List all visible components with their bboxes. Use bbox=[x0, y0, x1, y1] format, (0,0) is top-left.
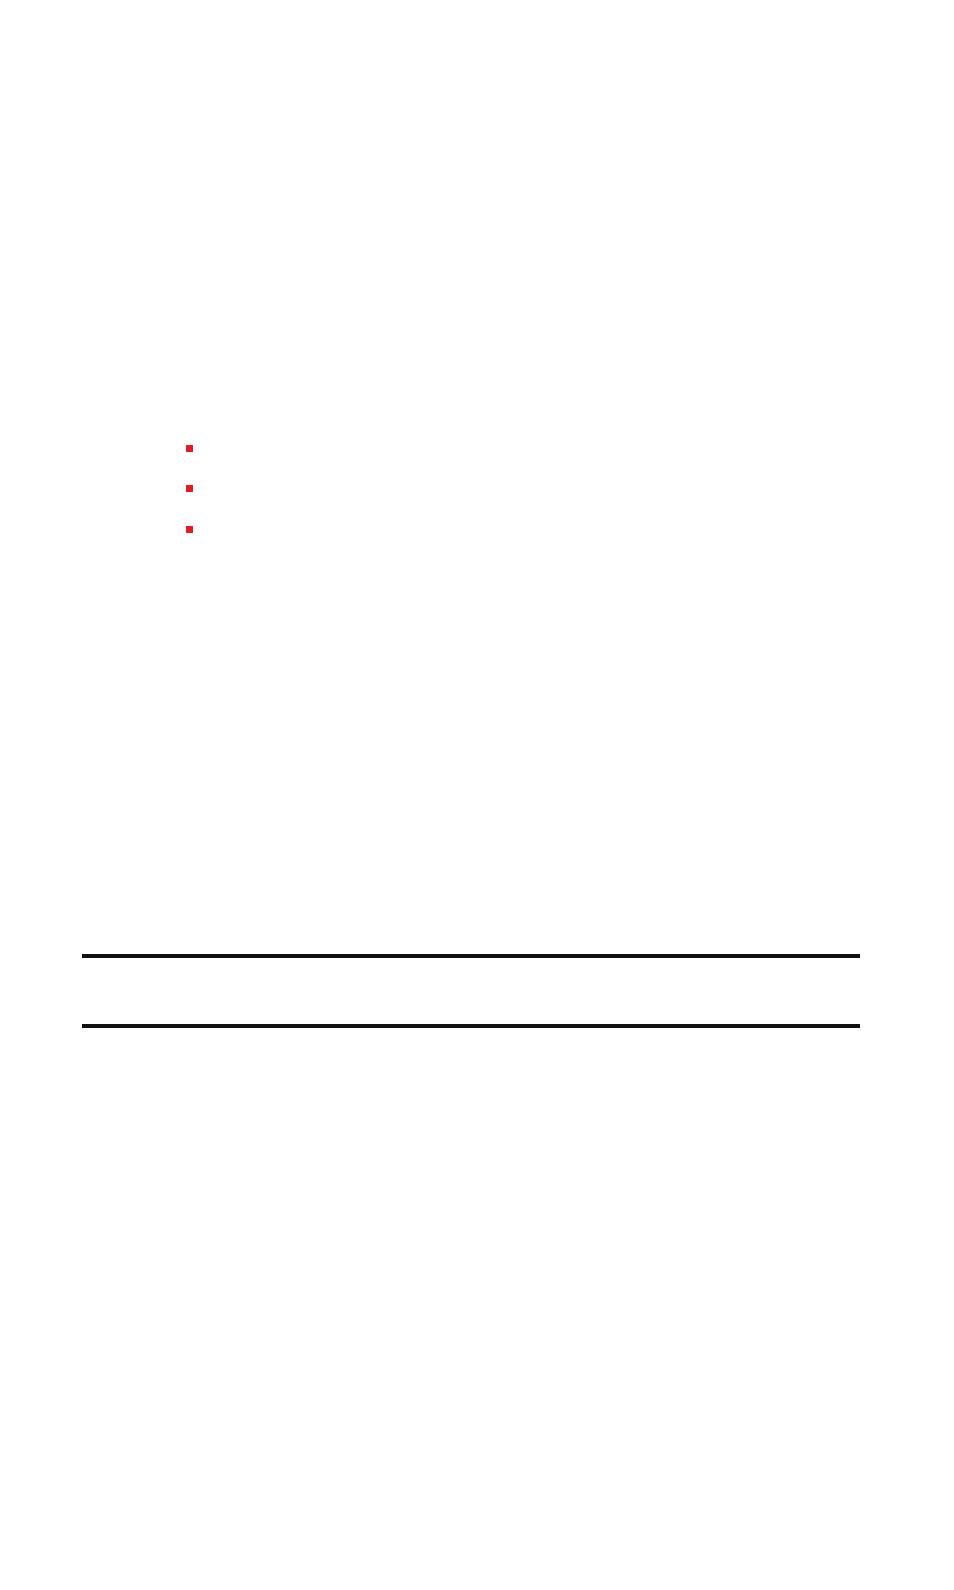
menu-ok-key-icon bbox=[211, 512, 245, 542]
note-box bbox=[82, 954, 860, 1028]
menu-ok-key-icon bbox=[170, 910, 204, 940]
menu-ok-key-icon bbox=[170, 818, 204, 848]
option-text bbox=[207, 511, 817, 544]
menu-ok-key-icon bbox=[170, 251, 204, 281]
menu-ok-key-icon bbox=[170, 726, 204, 756]
menu-ok-key-icon bbox=[170, 205, 204, 235]
bullet-square-icon bbox=[186, 485, 193, 492]
bullet-square-icon bbox=[186, 526, 193, 533]
step-text bbox=[166, 343, 206, 373]
bullet-square-icon bbox=[186, 445, 193, 452]
step-text bbox=[166, 251, 206, 281]
menu-ok-key-icon bbox=[170, 297, 204, 327]
step-text bbox=[166, 205, 206, 235]
menu-ok-key-icon bbox=[170, 343, 204, 373]
step-text bbox=[166, 390, 206, 420]
step-text bbox=[166, 726, 206, 756]
step-text bbox=[166, 864, 206, 894]
menu-ok-key-icon bbox=[170, 390, 204, 420]
step-text bbox=[166, 772, 206, 802]
menu-ok-key-icon bbox=[170, 772, 204, 802]
menu-ok-key-icon bbox=[170, 864, 204, 894]
step-text bbox=[166, 297, 206, 327]
step-text bbox=[166, 818, 206, 848]
step-text bbox=[166, 910, 206, 940]
